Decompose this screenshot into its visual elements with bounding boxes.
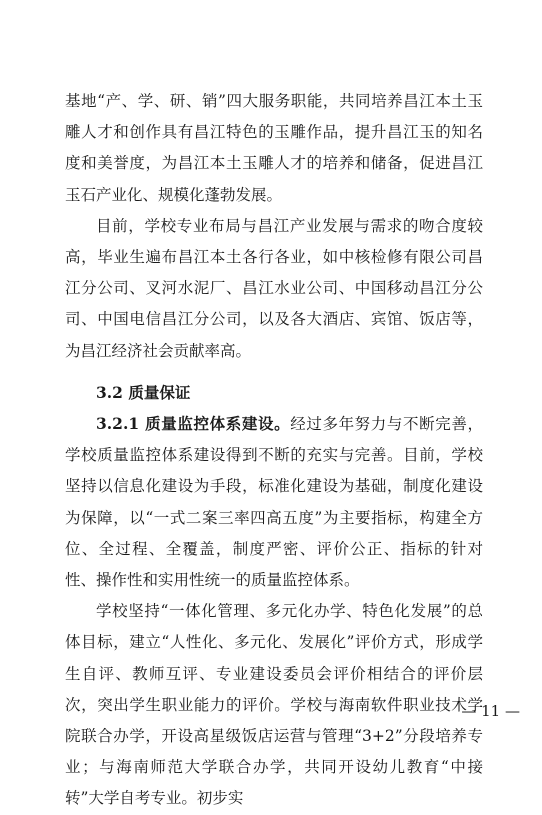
paragraph-quality-monitoring [65, 408, 483, 596]
paragraph-jade-base: 基地“产、学、研、销”四大服务职能，共同培养昌江本土玉雕人才和创作具有昌江特色的玉雕作品，提升昌江玉的知名度和美誉度，为昌江本土玉雕人才的培养和储备，促进昌江玉石产业化、规模化蓬勃发展。 [65, 92, 483, 204]
subsection-heading: 3.2.1 质量监控体系建设。 [96, 414, 291, 434]
paragraph-graduates: 目前，学校专业布局与昌江产业发展与需求的吻合度较高，毕业生遍布昌江本土各行各业，如中核检修有限公司昌江分公司、叉河水泥厂、昌江水业公司、中国移动昌江分公司、中国电信昌江分公司，以及各大酒店、宾馆、饭店等，为昌江经济社会贡献率高。 [65, 216, 483, 360]
page-number: — 11 — [461, 702, 520, 720]
section-heading-quality-assurance: 3.2 质量保证 [96, 382, 191, 402]
subsection-text: 经过多年努力与不断完善，学校质量监控体系建设得到不断的充实与完善。目前，学校坚持以信息化建设为手段，标准化建设为基础，制度化建设为保障，以“一式二案三率四高五度”为主要指标，构建全方位、全过程、全覆盖，制度严密、评价公正、指标的针对性、操作性和实用性统一的质量监控体系。 [65, 415, 483, 590]
paragraph-evaluation: 学校坚持“一体化管理、多元化办学、特色化发展”的总体目标，建立“人性化、多元化、发展化”评价方式，形成学生自评、教师互评、专业建设委员会评价相结合的评价层次，突出学生职业能力的评价。学校与海南软件职业技术学院联合办学，开设高星级饭店运营与管理“3+2”分段培养专业；与海南师范大学联合办学，共同开设幼儿教育“中接转”大学自考专业。初步实 [65, 602, 483, 808]
